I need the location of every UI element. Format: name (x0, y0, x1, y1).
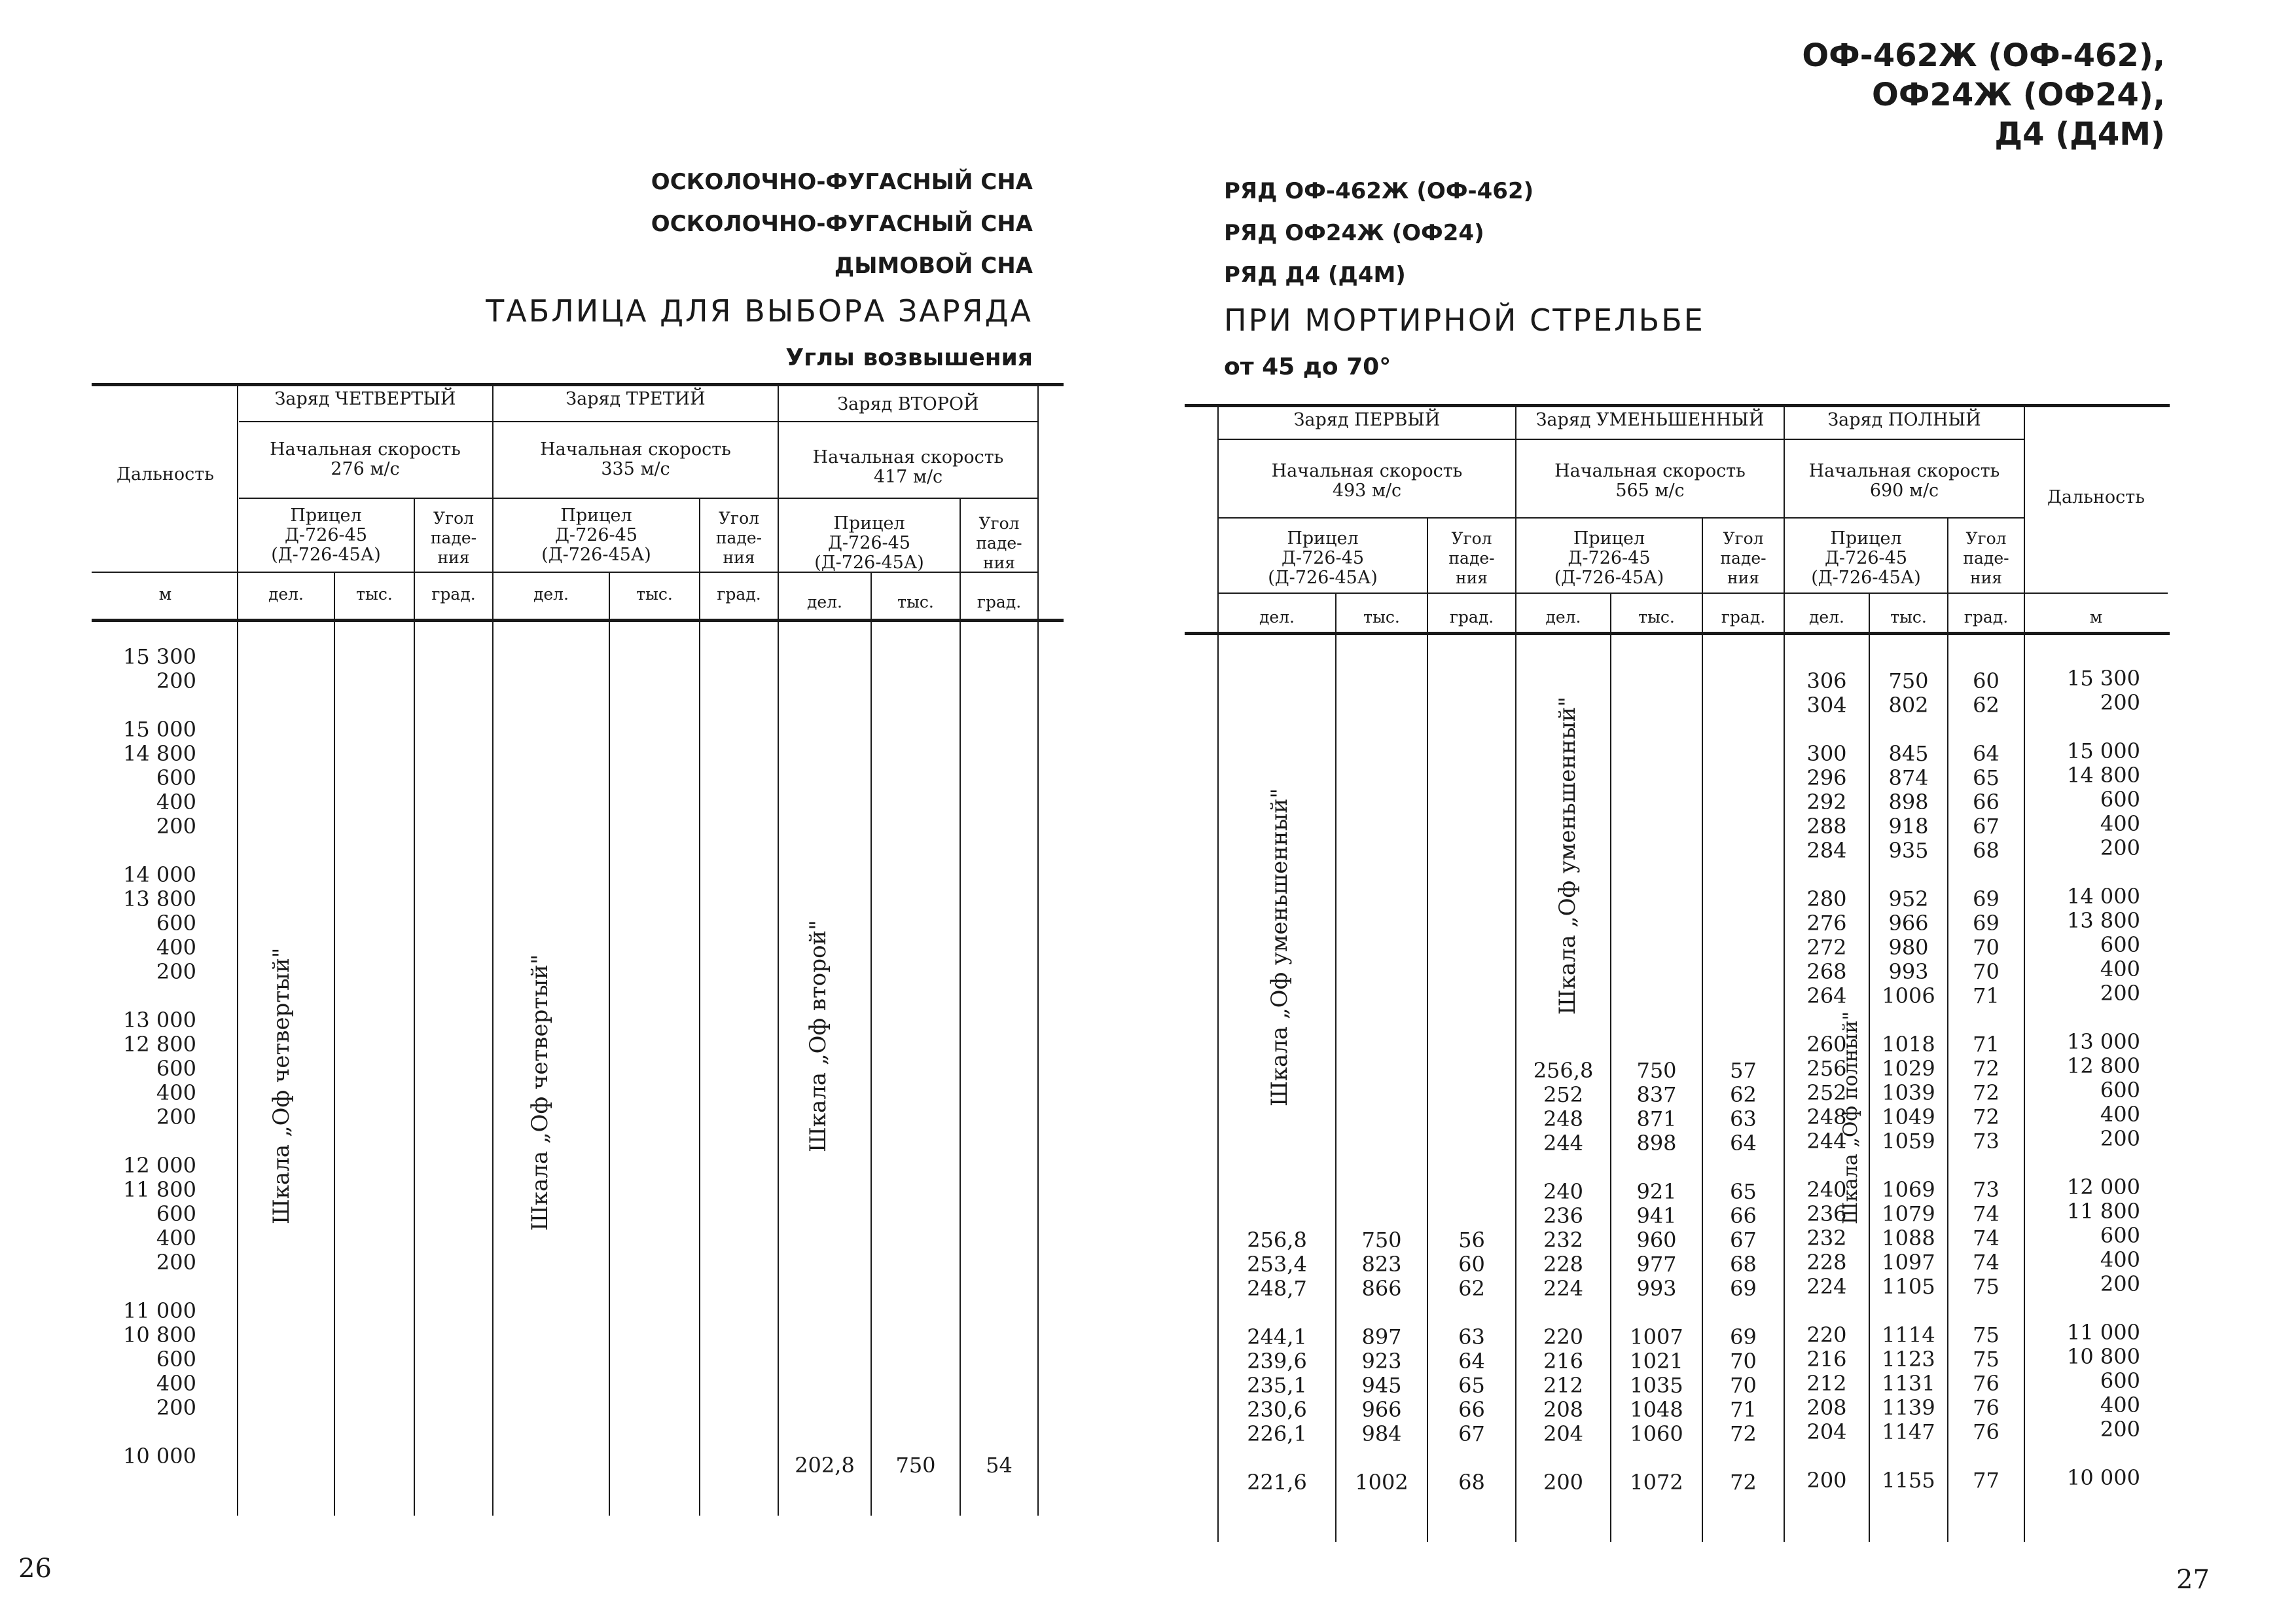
scale-reduced: Шкала „Оф уменьшенный" (1554, 696, 1581, 1015)
charge-full-sight: Прицел Д-726-45 (Д-726-45А) (1811, 528, 1921, 588)
u-grad: град. (717, 585, 761, 604)
charge-third-angle: Угол паде- ния (715, 509, 762, 567)
charge-full-velocity: Начальная скорость 690 м/с (1808, 461, 2000, 501)
charge-second-name: Заряд ВТОРОЙ (837, 394, 979, 414)
charge-third-velocity: Начальная скорость 335 м/с (540, 439, 731, 479)
right-range-column: 15 300 200 15 000 14 800 600 400 200 14 000 13 800 600 400 200 13 000 12 800 600 400 200 12 000 11 800 600 400 200 11 000 10 800 600 400 200 10 000 (2067, 666, 2140, 1490)
reduced-del-column: 256,8 252 248 244 240 236 232 228 224 220 216 212 208 204 200 (1533, 1058, 1594, 1495)
charge-first-velocity: Начальная скорость 493 м/с (1271, 461, 1463, 501)
charge-fourth-name: Заряд ЧЕТВЕРТЫЙ (274, 389, 456, 409)
scale-second: Шкала „Оф второй" (805, 920, 831, 1152)
charge-first-name: Заряд ПЕРВЫЙ (1293, 410, 1441, 430)
charge-reduced-sight: Прицел Д-726-45 (Д-726-45А) (1554, 528, 1664, 588)
range-unit-right: м (2089, 608, 2103, 627)
scale-first: Шкала „Оф уменьшенный" (1266, 788, 1293, 1106)
u-tys: тыс. (1890, 608, 1927, 627)
u-tys: тыс. (1363, 608, 1400, 627)
u-grad: град. (431, 585, 476, 604)
headline-left-2: ОСКОЛОЧНО-ФУГАСНЫЙ СНА (651, 211, 1033, 237)
page-number-left: 26 (18, 1554, 52, 1584)
u-grad: град. (1721, 608, 1766, 627)
table-title-left: ТАБЛИЦА ДЛЯ ВЫБОРА ЗАРЯДА (486, 293, 1033, 329)
charge-third-name: Заряд ТРЕТИЙ (565, 389, 706, 409)
headline-left-3: ДЫМОВОЙ СНА (834, 253, 1033, 279)
angles-left: Углы возвышения (785, 344, 1033, 371)
headline-right-1: РЯД ОФ-462Ж (ОФ-462) (1224, 178, 1534, 204)
charge-full-name: Заряд ПОЛНЫЙ (1827, 410, 1981, 430)
headline-left-1: ОСКОЛОЧНО-ФУГАСНЫЙ СНА (651, 169, 1033, 195)
title-line-1: ОФ-462Ж (ОФ-462), (1802, 37, 2165, 74)
left-range-column: 15 300 200 15 000 14 800 600 400 200 14 000 13 800 600 400 200 13 000 12 800 600 400 200 12 000 11 800 600 400 200 11 000 10 800 600 400 200 10 000 (123, 644, 196, 1468)
u-tys: тыс. (636, 585, 673, 604)
charge-second-velocity: Начальная скорость 417 м/с (812, 447, 1004, 487)
scale-fourth: Шкала „Оф четвертый" (268, 947, 295, 1224)
charge-reduced-name: Заряд УМЕНЬШЕННЫЙ (1535, 410, 1765, 430)
u-grad: град. (1449, 608, 1494, 627)
charge-fourth-sight: Прицел Д-726-45 (Д-726-45А) (271, 505, 381, 565)
u-del: дел. (1259, 608, 1295, 627)
u-tys: тыс. (1638, 608, 1675, 627)
reduced-grad-column: 57 62 63 64 65 66 67 68 69 69 70 70 71 72 72 (1730, 1058, 1757, 1495)
title-line-3: Д4 (Д4М) (1994, 116, 2165, 153)
second-last-tys: 750 (895, 1453, 936, 1478)
full-grad-column: 60 62 64 65 66 67 68 69 69 70 70 71 71 72 72 72 73 73 74 74 74 75 75 75 76 76 76 77 (1973, 668, 2000, 1493)
full-tys-column: 750 802 845 874 898 918 935 952 966 980 993 1006 1018 1029 1039 1049 1059 1069 1079 1088 1097 1105 1114 1123 1131 1139 1147 1155 (1882, 668, 1935, 1493)
range-header-left: Дальность (117, 464, 214, 484)
u-tys: тыс. (897, 593, 934, 611)
headline-right-3: РЯД Д4 (Д4М) (1224, 262, 1406, 288)
u-del: дел. (1545, 608, 1581, 627)
u-del: дел. (533, 585, 569, 604)
first-del-column: 256,8 253,4 248,7 244,1 239,6 235,1 230,6 226,1 221,6 (1247, 1228, 1307, 1495)
range-header-right: Дальность (2047, 487, 2145, 507)
first-tys-column: 750 823 866 897 923 945 966 984 1002 (1355, 1228, 1408, 1495)
second-last-grad: 54 (986, 1453, 1013, 1478)
charge-reduced-velocity: Начальная скорость 565 м/с (1554, 461, 1746, 501)
second-last-del: 202,8 (795, 1453, 855, 1478)
charge-first-angle: Угол паде- ния (1448, 529, 1495, 587)
top-right-title (1802, 36, 2165, 154)
charge-second-sight: Прицел Д-726-45 (Д-726-45А) (814, 513, 924, 573)
headline-right-2: РЯД ОФ24Ж (ОФ24) (1224, 220, 1484, 246)
charge-reduced-angle: Угол паде- ния (1720, 529, 1767, 587)
title-line-2: ОФ24Ж (ОФ24), (1872, 77, 2165, 113)
page-number-right: 27 (2176, 1565, 2210, 1595)
charge-fourth-angle: Угол паде- ния (430, 509, 477, 567)
charge-third-sight: Прицел Д-726-45 (Д-726-45А) (541, 505, 651, 565)
first-grad-column: 56 60 62 63 64 65 66 67 68 (1458, 1228, 1485, 1495)
scale-full: Шкала „Оф полный" (1839, 1011, 1862, 1224)
full-del-column: 306 304 300 296 292 288 284 280 276 272 268 264 260 256 252 248 244 240 236 232 228 224 220 216 212 208 204 200 (1806, 668, 1847, 1493)
u-del: дел. (268, 585, 304, 604)
charge-first-sight: Прицел Д-726-45 (Д-726-45А) (1268, 528, 1378, 588)
scale-third: Шкала „Оф четвертый" (527, 954, 553, 1231)
table-title-right: ПРИ МОРТИРНОЙ СТРЕЛЬБЕ (1224, 302, 1705, 338)
u-grad: град. (1964, 608, 2009, 627)
u-grad: град. (977, 593, 1022, 611)
reduced-tys-column: 750 837 871 898 921 941 960 977 993 1007 1021 1035 1048 1060 1072 (1630, 1058, 1683, 1495)
charge-full-angle: Угол паде- ния (1963, 529, 2009, 587)
u-del: дел. (806, 593, 843, 611)
u-tys: тыс. (356, 585, 393, 604)
charge-fourth-velocity: Начальная скорость 276 м/с (270, 439, 461, 479)
range-unit-left: м (158, 585, 172, 604)
angles-right: от 45 до 70° (1224, 354, 1391, 380)
charge-second-angle: Угол паде- ния (976, 514, 1022, 572)
u-del: дел. (1808, 608, 1845, 627)
